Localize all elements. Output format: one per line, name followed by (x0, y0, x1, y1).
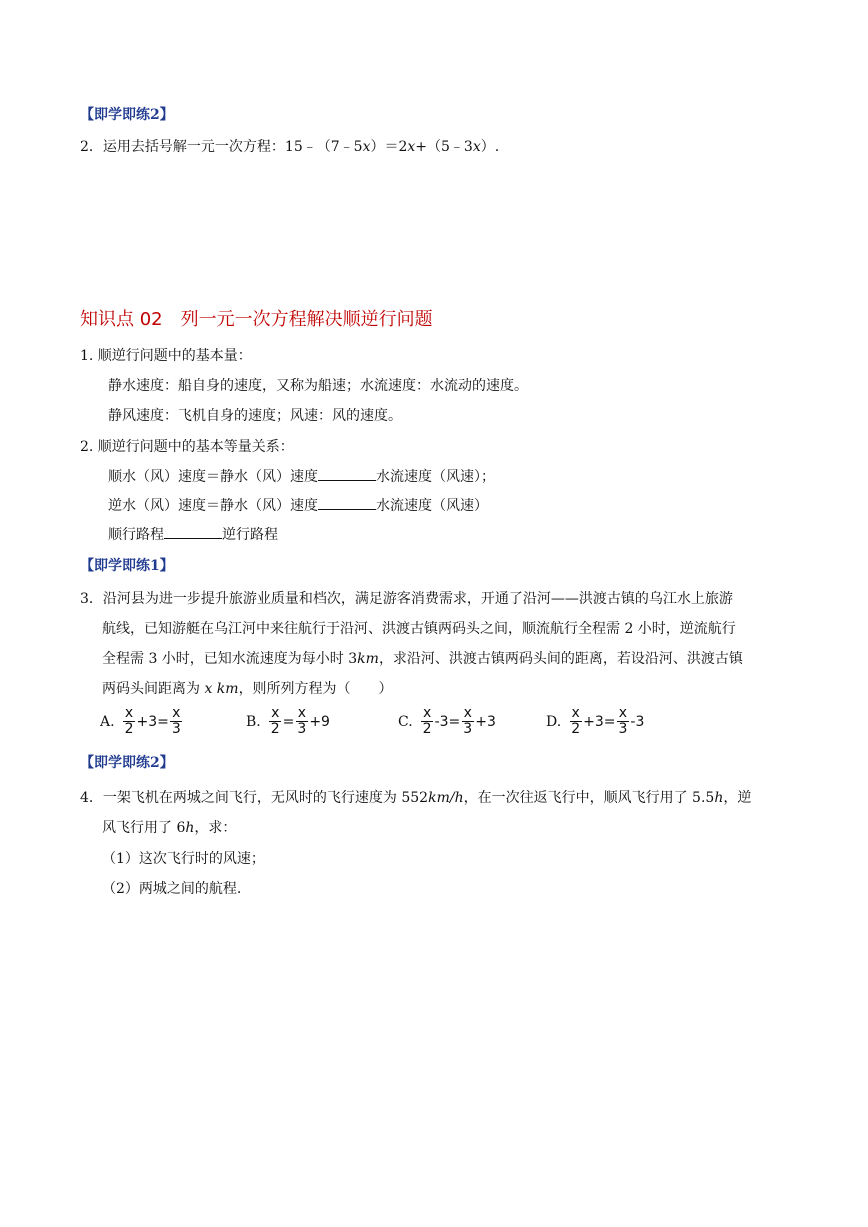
operator: +9 (309, 713, 330, 730)
relation-text: 逆水（风）速度＝静水（风）速度 (108, 498, 318, 514)
question-3-line-4 (102, 678, 393, 698)
operator: -3= (434, 713, 461, 730)
fraction (170, 706, 183, 737)
question-2 (80, 136, 499, 156)
option-b (246, 706, 331, 737)
question-text: ）. (480, 139, 500, 155)
denominator: 3 (463, 721, 473, 737)
denominator: 3 (171, 721, 181, 737)
question-text: ）＝2 (370, 139, 408, 155)
denominator: 2 (571, 721, 581, 737)
section-title: 知识点 02 列一元一次方程解决顺逆行问题 (80, 309, 433, 330)
relation-text: 水流速度（风速）； (376, 469, 495, 485)
variable: x (407, 139, 416, 155)
basics-heading: 1. 顺逆行问题中的基本量： (80, 348, 252, 364)
option-label: B. (246, 713, 261, 730)
practice-tag-1: 【即学即练2】 (80, 107, 174, 123)
option-a (100, 706, 185, 737)
relation-text: 顺行路程 (108, 527, 164, 543)
practice-tag-3: 【即学即练2】 (80, 755, 174, 771)
operator: +3 (475, 713, 496, 730)
denominator: 3 (297, 721, 307, 737)
question-4-line-2 (102, 817, 236, 837)
fill-blank (318, 466, 376, 481)
question-3-line-2: 航线，已知游艇在乌江河中来往航行于沿河、洪渡古镇两码头之间，顺流航行全程需 2 小时，逆流航行 (102, 621, 736, 637)
relation-text: 逆行路程 (222, 527, 278, 543)
question-text: ，逆 (723, 790, 752, 806)
fraction (421, 706, 434, 737)
relations-heading: 2. 顺逆行问题中的基本等量关系： (80, 439, 294, 455)
question-4-line-1 (80, 787, 751, 807)
question-number: 3． (80, 591, 103, 607)
option-label: A. (100, 713, 115, 730)
unit: km/h (428, 790, 464, 806)
numerator: x (422, 705, 432, 721)
fraction (295, 706, 308, 737)
practice-tag-2: 【即学即练1】 (80, 558, 174, 574)
relation-3 (108, 524, 278, 544)
question-text: 风飞行用了 6 (102, 820, 186, 836)
question-3-line-3 (102, 648, 743, 668)
numerator: x (297, 705, 307, 721)
basics-line-1: 静水速度：船自身的速度，又称为船速；水流速度：水流动的速度。 (108, 378, 528, 394)
question-3-line-1 (80, 588, 733, 608)
denominator: 2 (422, 721, 432, 737)
relation-2 (108, 495, 488, 515)
denominator: 2 (124, 721, 134, 737)
question-text: ，求沿河、洪渡古镇两码头间的距离，若设沿河、洪渡古镇 (378, 651, 743, 667)
numerator: x (172, 705, 181, 721)
denominator: 2 (270, 721, 280, 737)
unit: km (357, 651, 379, 667)
numerator: x (571, 705, 580, 721)
denominator: 3 (618, 721, 628, 737)
fill-blank (318, 495, 376, 510)
variable: x (472, 139, 481, 155)
option-c (398, 706, 497, 737)
numerator: x (618, 705, 628, 721)
question-text: 一架飞机在两城之间飞行，无风时的飞行速度为 552 (102, 790, 429, 806)
numerator: x (463, 705, 472, 721)
question-text: 沿河县为进一步提升旅游业质量和档次，满足游客消费需求，开通了沿河——洪渡古镇的乌江水上旅游 (102, 591, 733, 607)
option-label: C. (398, 713, 413, 730)
variable: x km (204, 681, 239, 697)
fraction (123, 706, 136, 737)
operator: +3= (136, 713, 169, 730)
operator: -3 (630, 713, 645, 730)
question-text: 全程需 3 小时，已知水流速度为每小时 3 (102, 651, 358, 667)
question-text: 运用去括号解一元一次方程：15﹣（7﹣5 (102, 139, 363, 155)
operator: = (282, 713, 295, 730)
question-text: ，求： (194, 820, 237, 836)
option-label: D. (546, 713, 562, 730)
fraction (269, 706, 282, 737)
numerator: x (124, 705, 134, 721)
relation-text: 顺水（风）速度＝静水（风）速度 (108, 469, 318, 485)
basics-line-2: 静风速度：飞机自身的速度；风速：风的速度。 (108, 408, 402, 424)
fill-blank (164, 524, 222, 539)
relation-text: 水流速度（风速） (376, 498, 488, 514)
question-text: ，则所列方程为（ ） (238, 681, 393, 697)
relation-1 (108, 466, 495, 486)
unit: h (714, 790, 724, 806)
question-text: ，在一次往返飞行中，顺风飞行用了 5.5 (463, 790, 715, 806)
question-number: 2． (80, 139, 103, 155)
option-d (546, 706, 645, 737)
question-4-sub-1: （1）这次飞行时的风速； (102, 851, 265, 867)
fraction (569, 706, 582, 737)
operator: +3= (583, 713, 616, 730)
numerator: x (271, 705, 280, 721)
fraction (616, 706, 629, 737)
question-text: 两码头间距离为 (102, 681, 205, 697)
question-4-sub-2: （2）两城之间的航程. (102, 881, 242, 897)
variable: x (362, 139, 371, 155)
question-number: 4． (80, 790, 103, 806)
question-text: +（5﹣3 (415, 139, 473, 155)
fraction (461, 706, 474, 737)
unit: h (185, 820, 195, 836)
